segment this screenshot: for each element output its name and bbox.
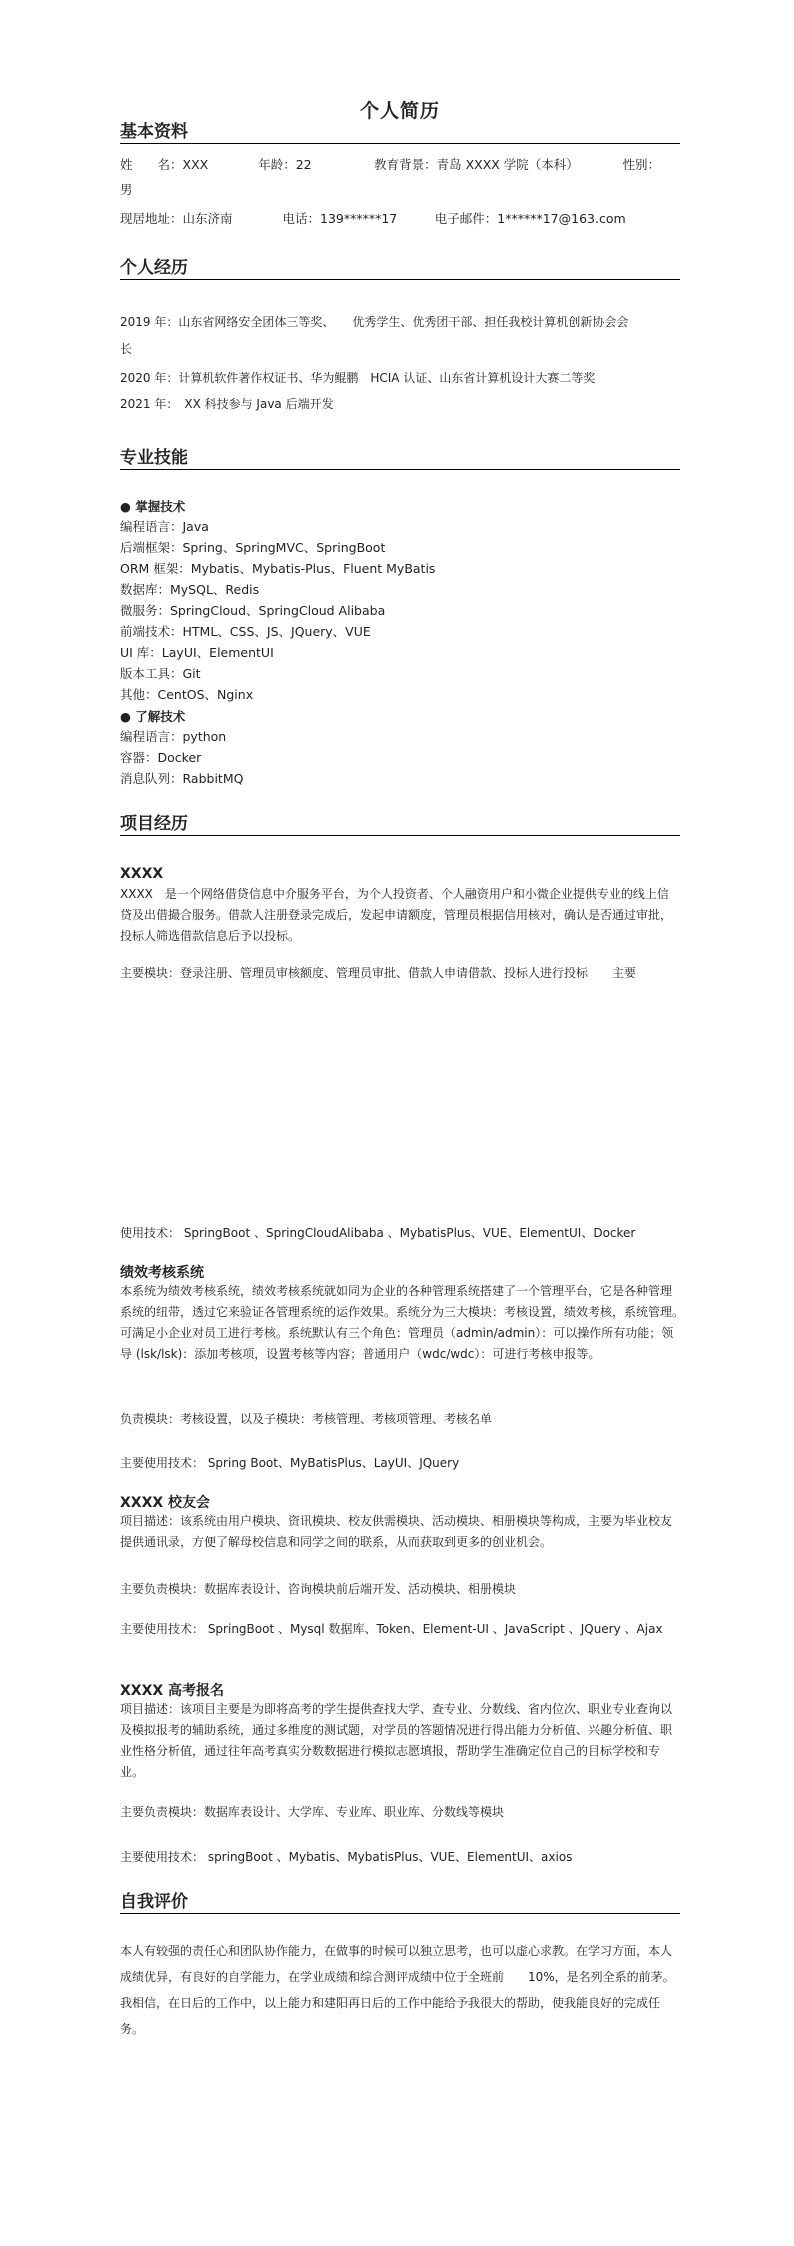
project-description: XXXX 是一个网络借贷信息中介服务平台，为个人投资者、个人融资用户和小微企业提供专业的线上信贷及出借撮合服务。借款人注册登录完成后，发起申请额度，管理员根据信用核对，确认是否通过审批，投标人筛选借款信息后予以投标。 [120,887,673,943]
basic-row-2: 现居地址：山东济南 电话：139******17 电子邮件：1******17@163.com [120,211,626,226]
project-description: 项目描述：该项目主要是为即将高考的学生提供查找大学、查专业、分数线、省内位次、职业专业查询以及模拟报考的辅助系统，通过多维度的测试题，对学员的答题情况进行得出能力分析值、兴趣分析值、职业性格分析值，通过往年高考真实分数数据进行模拟志愿填报，帮助学生准确定位自己的目标学校和专业。 [120,1702,673,1779]
skills-known-title [120,707,185,725]
skill-item: 编程语言：Java [120,519,209,534]
skill-item: 前端技术：HTML、CSS、JS、JQuery、VUE [120,624,371,639]
project-name: XXXX 高考报名 [120,1683,225,1699]
experience-item: 2020 年：计算机软件著作权证书、华为鲲鹏 HCIA 认证、山东省计算机设计大赛二等奖 [120,371,596,385]
project-modules: 主要负责模块：数据库表设计、大学库、专业库、职业库、分数线等模块 [120,1805,505,1819]
experience-item: 2019 年：山东省网络安全团体三等奖、 优秀学生、优秀团干部、担任我校计算机创新协会会 [120,315,629,329]
self-evaluation-text: 本人有较强的责任心和团队协作能力，在做事的时候可以独立思考，也可以虚心求教。在学习方面，本人成绩优异，有良好的自学能力，在学业成绩和综合测评成绩中位于全班前 10%，是名列全系的前茅。我相信，在日后的工作中，以上能力和建阳再日后的工作中能给予我很大的帮助，使我能良好的完成任务。 [120,1944,675,2036]
section-heading-experience: 个人经历 [120,258,680,280]
skill-item: 微服务：SpringCloud、SpringCloud Alibaba [120,603,386,618]
experience-item: 2021 年： XX 科技参与 Java 后端开发 [120,397,334,411]
skill-item: 其他：CentOS、Nginx [120,687,254,702]
section-heading-basic: 基本资料 [120,122,680,144]
skill-item: 容器：Docker [120,750,202,765]
section-heading-projects: 项目经历 [120,814,680,836]
skill-item: 消息队列：RabbitMQ [120,771,244,786]
skills-known-label: 了解技术 [135,709,186,724]
project-name: XXXX [120,866,164,882]
skill-item: 数据库：MySQL、Redis [120,582,260,597]
project-description: 本系统为绩效考核系统，绩效考核系统就如同为企业的各种管理系统搭建了一个管理平台，它是各种管理系统的纽带，透过它来验证各管理系统的运作效果。系统分为三大模块：考核设置，绩效考核，系统管理。 可满足小企业对员工进行考核。系统默认有三个角色：管理员（admin/admin）：可以操作所有功能；领导 (lsk/lsk)：添加考核项，设置考核等内容；普通用户（wdc/wdc）：可进行考核申报等。 [120,1284,691,1361]
page-title: 个人简历 [359,100,440,122]
experience-item: 长 [120,342,133,356]
project-modules: 负责模块：考核设置，以及子模块：考核管理、考核项管理、考核名单 [120,1412,493,1426]
section-heading-skills: 专业技能 [120,448,680,470]
skill-item: 后端框架：Spring、SpringMVC、SpringBoot [120,540,386,555]
project-name: XXXX 校友会 [120,1495,211,1511]
project-tech: 主要使用技术： Spring Boot、MyBatisPlus、LayUI、JQuery [120,1456,460,1470]
project-tech: 主要使用技术： springBoot 、Mybatis、MybatisPlus、VUE、ElementUI、axios [120,1850,573,1864]
skill-item: UI 库：LayUI、ElementUI [120,645,274,660]
project-modules: 主要模块：登录注册、管理员审核额度、管理员审批、借款人申请借款、投标人进行投标 主要 [120,966,637,980]
basic-row-1-wrap: 男 [120,182,133,197]
skill-item: 版本工具：Git [120,666,201,681]
skill-item: 编程语言：python [120,729,227,744]
basic-row-1: 姓 名：XXX 年龄：22 教育背景：青岛 XXXX 学院（本科） 性别： [120,157,661,172]
skills-mastered-title [120,497,185,515]
skills-mastered-label: 掌握技术 [135,499,186,514]
project-tech: 使用技术： SpringBoot 、SpringCloudAlibaba 、MybatisPlus、VUE、ElementUI、Docker [120,1226,636,1240]
project-description: 项目描述：该系统由用户模块、资讯模块、校友供需模块、活动模块、相册模块等构成，主要为毕业校友提供通讯录，方便了解母校信息和同学之间的联系，从而获取到更多的创业机会。 [120,1514,673,1549]
skill-item: ORM 框架：Mybatis、Mybatis-Plus、Fluent MyBatis [120,561,436,576]
project-tech: 主要使用技术： SpringBoot 、Mysql 数据库、Token、Element-UI 、JavaScript 、JQuery 、Ajax [120,1622,663,1636]
section-heading-self-evaluation: 自我评价 [120,1892,680,1914]
bullet-icon: ● [120,499,136,514]
project-modules: 主要负责模块：数据库表设计、咨询模块前后端开发、活动模块、相册模块 [120,1582,517,1596]
bullet-icon: ● [120,709,136,724]
project-name: 绩效考核系统 [120,1265,204,1281]
